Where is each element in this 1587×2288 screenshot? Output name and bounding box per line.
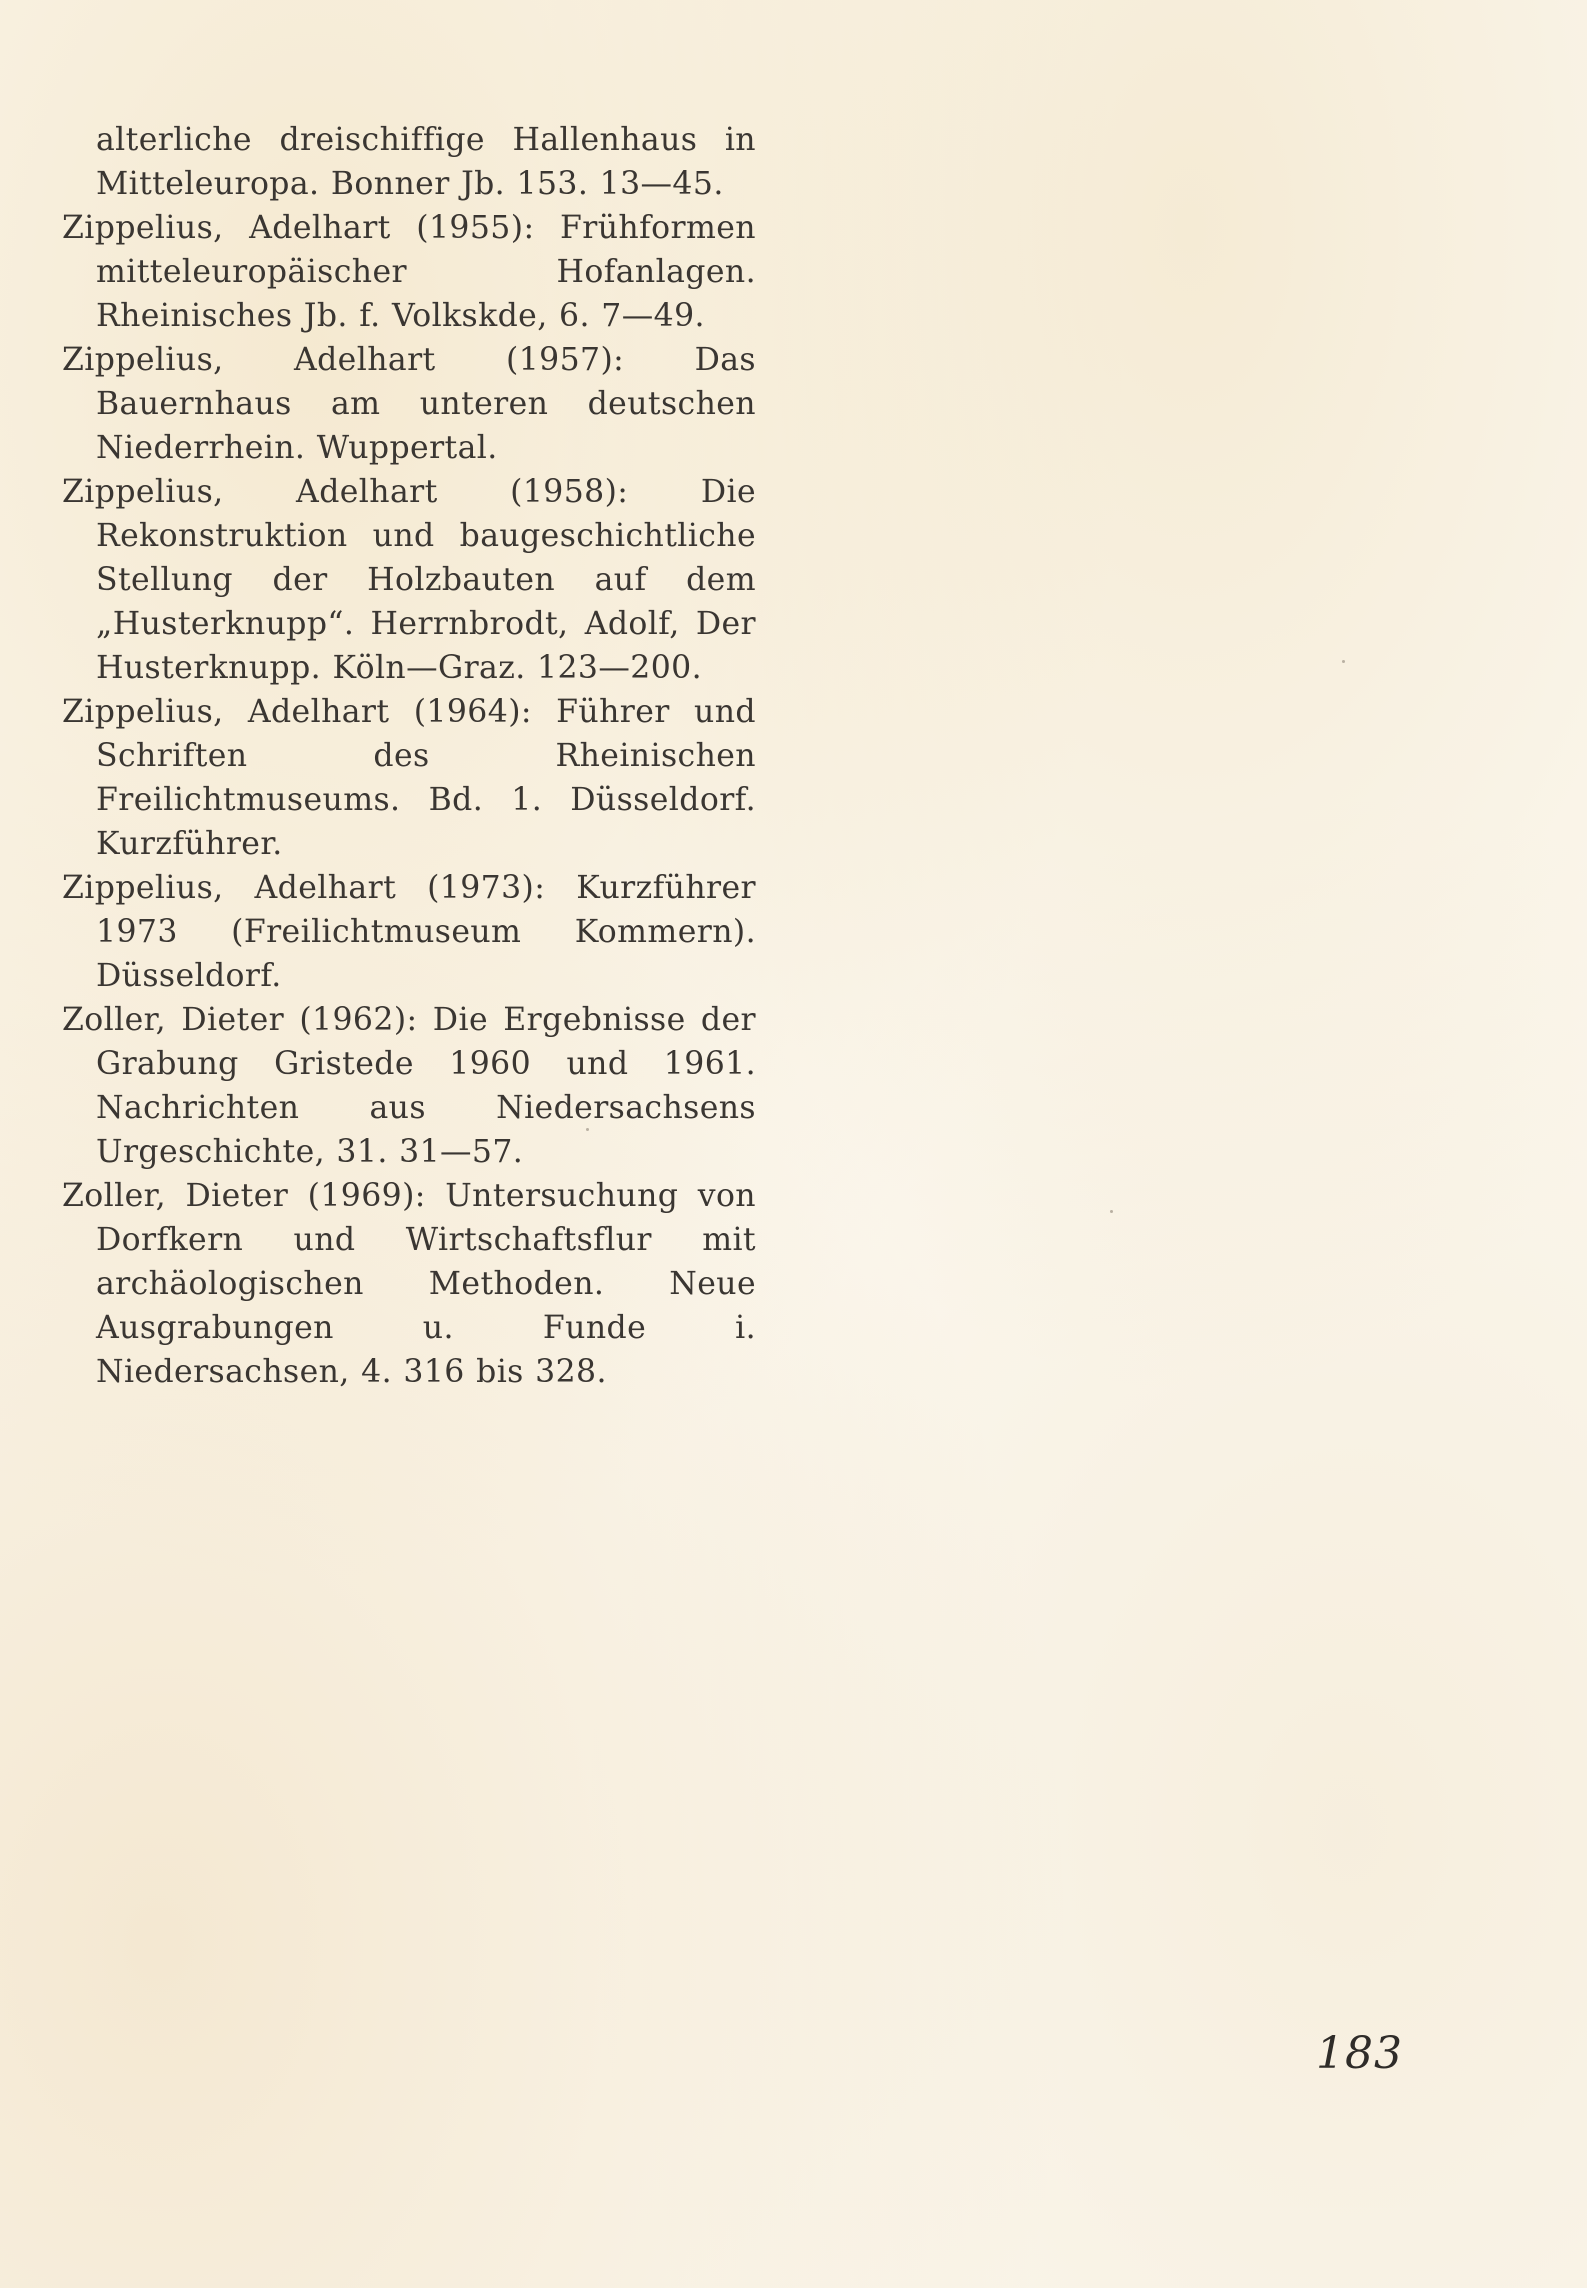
- bibliography-list: [62, 118, 756, 1394]
- bibliography-entry: Zoller, Dieter (1962): Die Ergebnisse der Grabung Gristede 1960 und 1961. Nachrichten aus Niedersachsens Urgeschichte, 31. 31—57.: [62, 1002, 756, 1170]
- bibliography-entry: Zippelius, Adelhart (1958): Die Rekonstruktion und baugeschichtliche Stellung der Holzbauten auf dem „Husterknupp“. Herrnbrodt, Adolf, Der Husterknupp. Köln—Graz. 123—200.: [62, 474, 756, 686]
- paper-speck: [1110, 1210, 1113, 1213]
- bibliography-entry: Zippelius, Adelhart (1973): Kurzführer 1973 (Freilichtmuseum Kommern). Düsseldorf.: [62, 870, 756, 994]
- bibliography-entry: alterliche dreischiffige Hallenhaus in Mitteleuropa. Bonner Jb. 153. 13—45.: [96, 122, 756, 202]
- bibliography-entry: Zoller, Dieter (1969): Untersuchung von Dorfkern und Wirtschaftsflur mit archäologischen Methoden. Neue Ausgrabungen u. Funde i. Niedersachsen, 4. 316 bis 328.: [62, 1178, 756, 1390]
- bibliography-entry: Zippelius, Adelhart (1964): Führer und Schriften des Rheinischen Freilichtmuseums. Bd. 1. Düsseldorf. Kurzführer.: [62, 694, 756, 862]
- bibliography-entry: Zippelius, Adelhart (1955): Frühformen mitteleuropäischer Hofanlagen. Rheinisches Jb. f. Volkskde, 6. 7—49.: [62, 210, 756, 334]
- paper-speck: [586, 1128, 589, 1131]
- bibliography-entry: Zippelius, Adelhart (1957): Das Bauernhaus am unteren deutschen Niederrhein. Wuppertal.: [62, 342, 756, 466]
- page-number: 183: [1316, 2028, 1403, 2079]
- paper-speck: [1342, 660, 1345, 663]
